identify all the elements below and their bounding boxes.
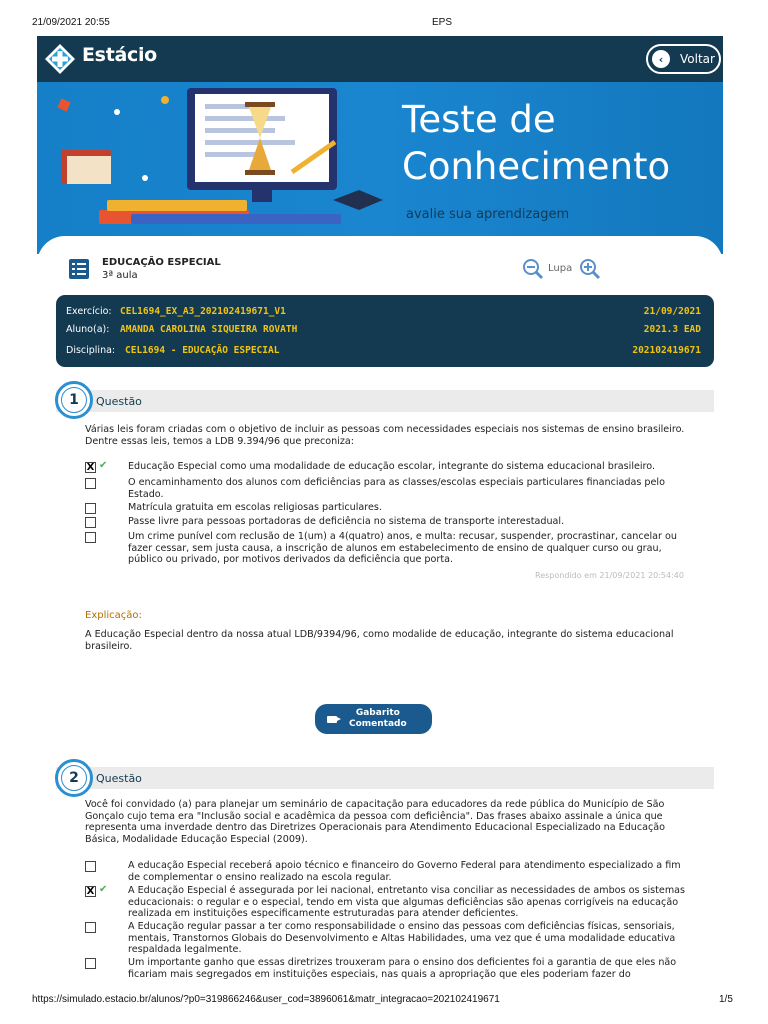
question-1-label: Questão (96, 395, 142, 408)
question-2-option-1: A educação Especial receberá apoio técnico e financeiro do Governo Federal para atendimento especializado a fim de complementar o ensino realizado na escola regular. (128, 860, 681, 883)
explanation-text: A Educação Especial dentro da nossa atual LDB/9394/96, como modalide de educação, integrante do sistema educacional brasileiro. (85, 629, 674, 652)
explanation-title: Explicação: (85, 610, 142, 621)
course-name: EDUCAÇÃO ESPECIAL (102, 257, 221, 268)
question-1-badge (55, 381, 93, 419)
question-2-text: Você foi convidado (a) para planejar um seminário de capacitação para educadores da rede pública do Município de São Gonçalo cujo tema era "Inclusão social e acadêmica da pessoa com deficiência". Das frases abaixo assinale a única que representa uma inverdade dentro das Diretrizes Operacionais para Atendimento Educacional Especializado na Educação Básica, Modalidade Educação Especial (2009). (85, 799, 666, 845)
print-page-title: EPS (432, 17, 453, 28)
question-1-option-2: O encaminhamento dos alunos com deficiências para as classes/escolas especiais particulares financiadas pelo Estado. (128, 477, 665, 500)
video-camera-icon (327, 716, 337, 723)
gabarito-label-line2: Comentado (349, 719, 407, 729)
registration-number: 202102419671 (632, 345, 701, 356)
question-2-option-3: A Educação regular passar a ter como responsabilidade o ensino das pessoas com deficiências físicas, sensoriais, mentais, Transtornos Globais do Desenvolvimento e Altas Habilidades, uma vez que é uma modalidade educativa respaldada legalmente. (128, 921, 676, 955)
question-2-option-3-checkbox[interactable] (85, 922, 96, 933)
question-1-option-5: Um crime punível com reclusão de 1(um) a 4(quatro) anos, e multa: recusar, suspender, procrastinar, cancelar ou fazer cessar, sem justa causa, a inscrição de alunos em estabelecimento de ensino de qualquer curso ou grau, público ou privado, por motivos derivados da deficiência que porta. (128, 531, 677, 565)
question-1-option-5-checkbox[interactable] (85, 532, 96, 543)
zoom-in-icon[interactable] (579, 258, 601, 280)
back-button[interactable] (646, 44, 721, 74)
student-period: 2021.3 EAD (643, 324, 701, 335)
question-2-option-4: Um importante ganho que essas diretrizes trouxeram para o ensino dos deficientes foi a garantia de que eles não ficariam mais segregados em instituições especiais, nas quais a apropriação que eles poderiam fazer do (128, 957, 677, 980)
question-1-option-3-checkbox[interactable] (85, 503, 96, 514)
answered-timestamp: Respondido em 21/09/2021 20:54:40 (535, 571, 684, 580)
print-url: https://simulado.estacio.br/alunos/?p0=319866246&user_cod=3896061&matr_integracao=202102419671 (32, 994, 500, 1005)
question-1-option-1-checkbox[interactable]: X (86, 462, 95, 473)
document-list-icon (68, 258, 90, 280)
exercise-value: CEL1694_EX_A3_202102419671_V1 (120, 306, 286, 317)
question-1-option-2-checkbox[interactable] (85, 478, 96, 489)
banner-title-line2: Conhecimento (402, 145, 671, 188)
question-1-header (56, 390, 714, 412)
question-1-option-4: Passe livre para pessoas portadoras de deficiência no sistema de transporte interestadual. (128, 516, 565, 527)
question-1-option-1: Educação Especial como uma modalidade de educação escolar, integrante do sistema educacional brasileiro. (128, 461, 656, 472)
discipline-label: Disciplina: (66, 345, 116, 356)
question-1-number: 1 (61, 387, 87, 413)
student-value: AMANDA CAROLINA SIQUEIRA ROVATH (120, 324, 298, 335)
question-2-option-4-checkbox[interactable] (85, 958, 96, 969)
gabarito-comentado-button[interactable] (315, 704, 432, 734)
chevron-left-icon: ‹ (652, 50, 670, 68)
gabarito-button-label (349, 708, 407, 730)
check-icon: ✔ (99, 460, 108, 471)
estacio-logo-icon (44, 43, 76, 75)
print-page-number: 1/5 (719, 994, 733, 1005)
question-1-option-3: Matrícula gratuita em escolas religiosas particulares. (128, 502, 382, 513)
zoom-out-icon[interactable] (522, 258, 544, 280)
question-2-badge (55, 759, 93, 797)
question-2-header (56, 767, 714, 789)
gabarito-label-line1: Gabarito (355, 708, 400, 718)
print-datetime: 21/09/2021 20:55 (32, 17, 110, 28)
question-2-option-1-checkbox[interactable] (85, 861, 96, 872)
banner-subtitle: avalie sua aprendizagem (406, 207, 570, 222)
exercise-label: Exercício: (66, 306, 112, 317)
exercise-date: 21/09/2021 (643, 306, 701, 317)
question-2-option-2-checkbox[interactable]: X (86, 886, 95, 897)
question-1-text: Várias leis foram criadas com o objetivo de incluir as pessoas com necessidades especiais nos sistemas de ensino brasileiro. Dentre essas leis, temos a LDB 9.394/96 que preconiza: (85, 424, 685, 447)
question-2-label: Questão (96, 772, 142, 785)
check-icon: ✔ (99, 884, 108, 895)
question-1-option-4-checkbox[interactable] (85, 517, 96, 528)
question-2-option-2: A Educação Especial é assegurada por lei nacional, entretanto visa conciliar as necessidades de ambos os sistemas educacionais: o regular e o especial, tendo em vista que algumas deficiências são apenas corrigíveis na educação realizada em instituições especificamente estruturadas para atender deficientes. (128, 885, 686, 919)
course-class: 3ª aula (102, 270, 138, 281)
question-2-number: 2 (61, 765, 87, 791)
brand-name: Estácio (82, 44, 157, 66)
lupa-label: Lupa (548, 263, 573, 274)
banner-title-line1: Teste de (402, 98, 556, 141)
student-label: Aluno(a): (66, 324, 110, 335)
discipline-value: CEL1694 - EDUCAÇÃO ESPECIAL (125, 345, 280, 356)
back-button-label: Voltar (680, 52, 715, 66)
